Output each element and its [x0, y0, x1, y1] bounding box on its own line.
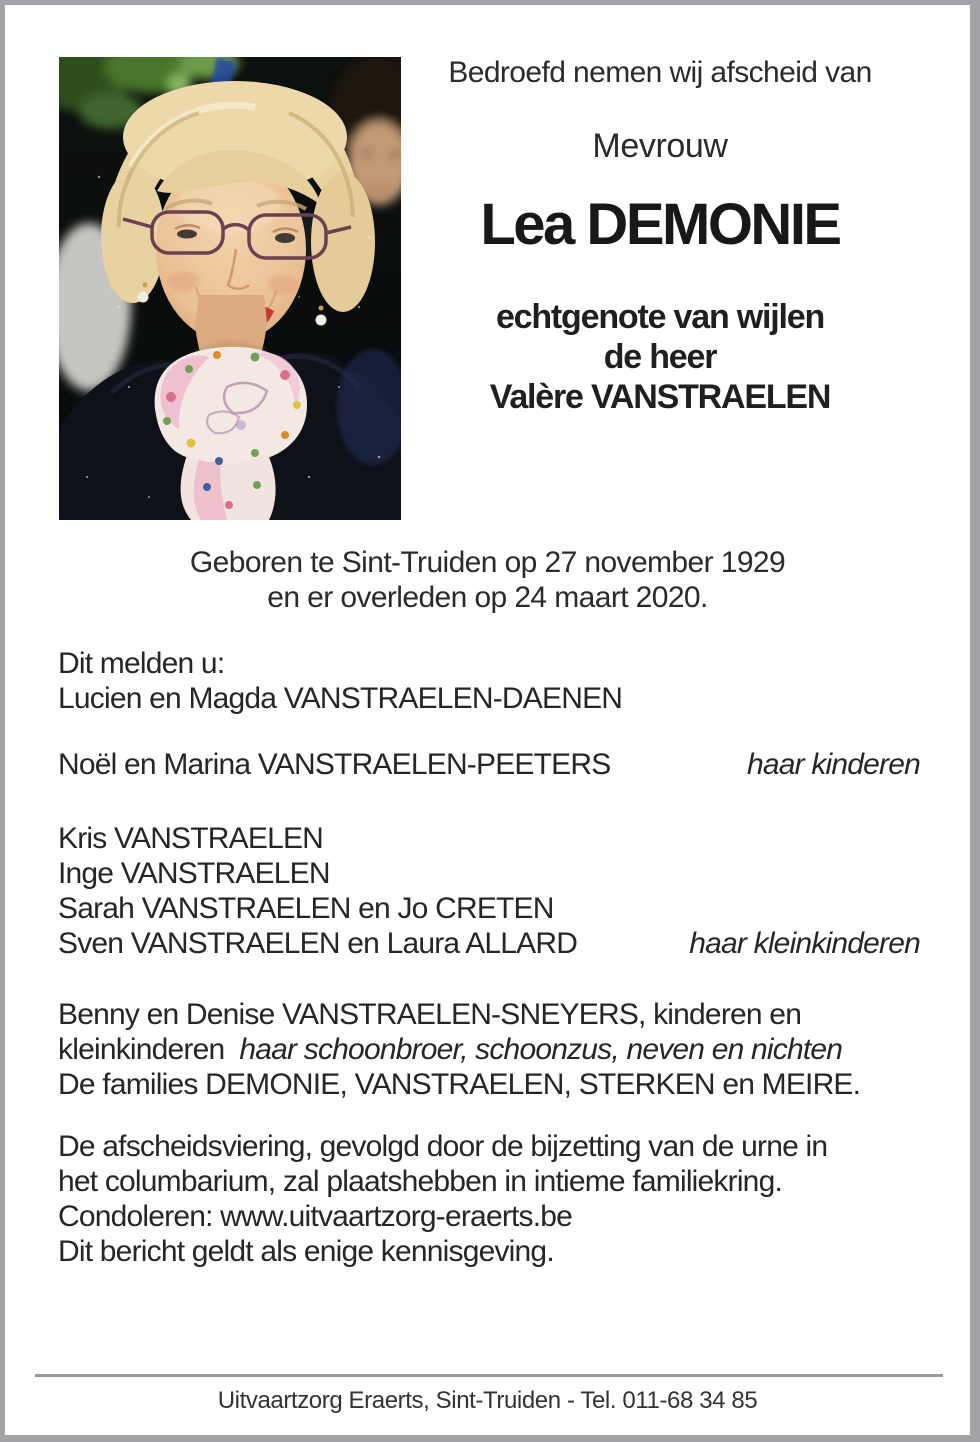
death-line: en er overleden op 24 maart 2020. [267, 581, 708, 614]
portrait-photo [59, 57, 401, 520]
portrait-photo-graphic [59, 57, 401, 520]
grandchildren-last-row [58, 926, 920, 961]
footer-divider [35, 1374, 943, 1377]
birth-line: Geboren te Sint-Truiden op 27 november 1929 [189, 546, 786, 579]
inlaws-line-2 [58, 1032, 920, 1067]
announcer-line: Lucien en Magda VANSTRAELEN-DAENEN [58, 682, 623, 715]
families-line: De families DEMONIE, VANSTRAELEN, STERKEN en MEIRE. [58, 1068, 861, 1101]
notice-line: Dit bericht geldt als enige kennisgeving. [58, 1235, 554, 1268]
spouse-line-3: Valère VANSTRAELEN [489, 378, 831, 416]
ceremony-line-1: De afscheidsviering, gevolgd door de bijzetting van de urne in [58, 1130, 828, 1163]
ceremony-block [58, 1129, 920, 1199]
ceremony-line-2: het columbarium, zal plaatshebben in intieme familiekring. [58, 1165, 782, 1198]
inlaws-regular: kleinkinderen [58, 1033, 225, 1066]
spouse-line-1: echtgenote van wijlen [495, 298, 825, 336]
deceased-name: Lea DEMONIE [480, 192, 840, 257]
condolences-line: Condoleren: www.uitvaartzorg-eraerts.be [58, 1200, 573, 1233]
grandchild-line: Inge VANSTRAELEN [58, 857, 330, 890]
grandchild-names: Sven VANSTRAELEN en Laura ALLARD [58, 927, 578, 960]
inlaws-relation: haar schoonbroer, schoonzus, neven en nichten [239, 1033, 843, 1066]
announcement-body [58, 646, 920, 1269]
salutation-line: Mevrouw [592, 127, 728, 165]
spouse-block [400, 297, 920, 417]
header [400, 55, 920, 417]
children-relation: haar kinderen [746, 748, 920, 781]
children-row [58, 747, 920, 782]
intro-line: Bedroefd nemen wij afscheid van [448, 56, 872, 89]
grandchildren-block [58, 821, 920, 961]
inlaws-line-1: Benny en Denise VANSTRAELEN-SNEYERS, kinderen en [58, 998, 802, 1031]
funeral-home-info: Uitvaartzorg Eraerts, Sint-Truiden - Tel. 011-68 34 85 [217, 1387, 758, 1414]
inlaws-block [58, 997, 920, 1067]
grandchildren-relation: haar kleinkinderen [689, 927, 920, 960]
announcement-intro: Dit melden u: [58, 647, 225, 680]
children-names: Noël en Marina VANSTRAELEN-PEETERS [58, 748, 611, 781]
grandchild-line: Sarah VANSTRAELEN en Jo CRETEN [58, 892, 554, 925]
birth-death-block [5, 545, 970, 615]
spouse-line-2: de heer [603, 338, 717, 376]
grandchild-line: Kris VANSTRAELEN [58, 822, 324, 855]
obituary-card [5, 5, 970, 1435]
